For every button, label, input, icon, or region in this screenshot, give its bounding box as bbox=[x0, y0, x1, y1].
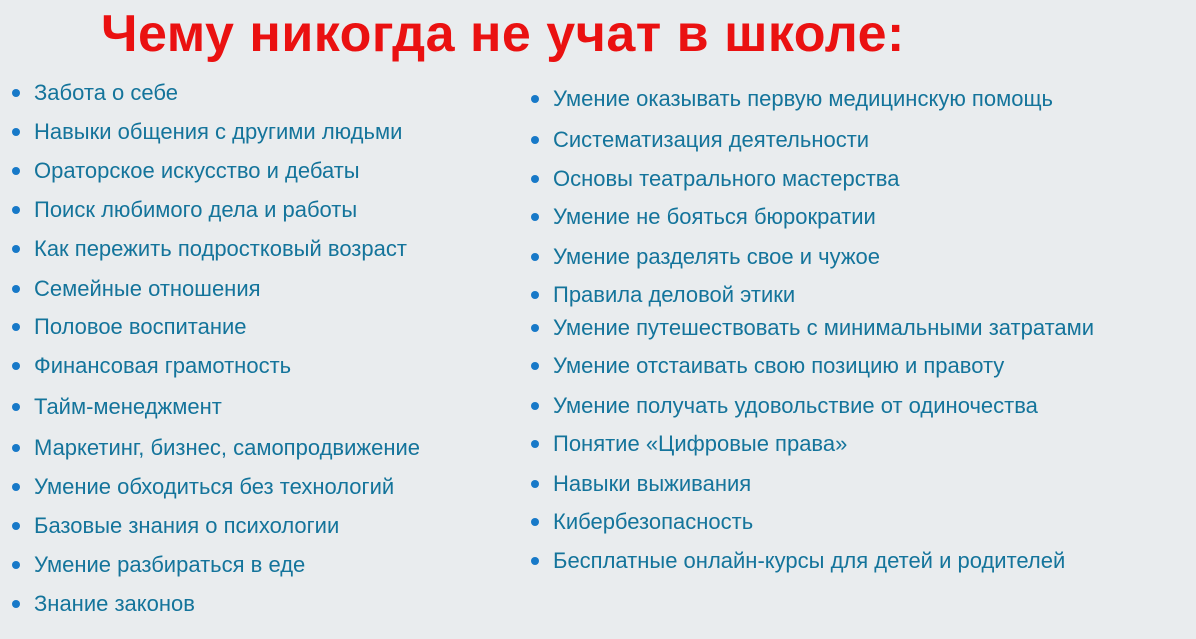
list-item-label: Умение получать удовольствие от одиночества bbox=[553, 393, 1038, 418]
list-item-label: Умение путешествовать с минимальными затратами bbox=[553, 315, 1095, 340]
list-item bbox=[531, 315, 1094, 341]
bullet-icon bbox=[531, 95, 539, 103]
list-item bbox=[531, 127, 869, 153]
list-item-label: Поиск любимого дела и работы bbox=[34, 197, 358, 222]
list-item-label: Как пережить подростковый возраст bbox=[34, 236, 407, 261]
list-item bbox=[12, 435, 420, 461]
list-item-label: Систематизация деятельности bbox=[553, 127, 870, 152]
bullet-icon bbox=[531, 253, 539, 261]
bullet-icon bbox=[12, 561, 20, 569]
list-item bbox=[531, 244, 880, 270]
bullet-icon bbox=[531, 175, 539, 183]
list-item-label: Навыки выживания bbox=[553, 471, 752, 496]
bullet-icon bbox=[12, 245, 20, 253]
list-item bbox=[531, 471, 751, 497]
bullet-icon bbox=[531, 557, 539, 565]
list-item bbox=[531, 431, 847, 457]
list-item bbox=[12, 158, 360, 184]
list-item-label: Базовые знания о психологии bbox=[34, 513, 340, 538]
bullet-icon bbox=[12, 323, 20, 331]
list-item-label: Умение разделять свое и чужое bbox=[553, 244, 881, 269]
list-item bbox=[12, 197, 357, 223]
bullet-icon bbox=[531, 362, 539, 370]
bullet-icon bbox=[531, 402, 539, 410]
list-item-label: Ораторское искусство и дебаты bbox=[34, 158, 360, 183]
list-item-label: Основы театрального мастерства bbox=[553, 166, 900, 191]
list-item-label: Семейные отношения bbox=[34, 276, 261, 301]
bullet-icon bbox=[12, 522, 20, 530]
bullet-icon bbox=[531, 324, 539, 332]
list-item bbox=[531, 282, 795, 308]
bullet-icon bbox=[12, 403, 20, 411]
list-item bbox=[531, 393, 1038, 419]
list-item bbox=[531, 204, 876, 230]
bullet-icon bbox=[531, 440, 539, 448]
list-item bbox=[12, 80, 178, 106]
list-item-label: Понятие «Цифровые права» bbox=[553, 431, 848, 456]
list-item-label: Кибербезопасность bbox=[553, 509, 754, 534]
bullet-icon bbox=[531, 518, 539, 526]
list-item bbox=[531, 509, 753, 535]
bullet-icon bbox=[12, 89, 20, 97]
list-item bbox=[12, 314, 247, 340]
bullet-icon bbox=[12, 167, 20, 175]
list-item-label: Правила деловой этики bbox=[553, 282, 796, 307]
bullet-icon bbox=[12, 444, 20, 452]
list-item-label: Бесплатные онлайн-курсы для детей и родителей bbox=[553, 548, 1066, 573]
list-item bbox=[12, 394, 222, 420]
list-item-label: Умение не бояться бюрократии bbox=[553, 204, 876, 229]
list-item-label: Забота о себе bbox=[34, 80, 178, 105]
list-item bbox=[12, 276, 261, 302]
list-item bbox=[531, 548, 1065, 574]
list-item-label: Умение разбираться в еде bbox=[34, 552, 306, 577]
list-item bbox=[12, 513, 339, 539]
list-item-label: Умение обходиться без технологий bbox=[34, 474, 395, 499]
list-item-label: Умение отстаивать свою позицию и правоту bbox=[553, 353, 1005, 378]
bullet-icon bbox=[531, 480, 539, 488]
bullet-icon bbox=[531, 213, 539, 221]
list-item-label: Тайм-менеджмент bbox=[34, 394, 222, 419]
bullet-icon bbox=[12, 483, 20, 491]
list-item-label: Навыки общения с другими людьми bbox=[34, 119, 403, 144]
list-item bbox=[12, 474, 394, 500]
list-item bbox=[12, 552, 305, 578]
list-item bbox=[531, 86, 1053, 112]
bullet-icon bbox=[12, 600, 20, 608]
list-item-label: Половое воспитание bbox=[34, 314, 247, 339]
bullet-icon bbox=[12, 128, 20, 136]
bullet-icon bbox=[12, 206, 20, 214]
bullet-icon bbox=[12, 285, 20, 293]
left-topic-list bbox=[12, 0, 532, 639]
right-topic-list bbox=[531, 0, 1191, 639]
list-item bbox=[12, 591, 195, 617]
list-item bbox=[531, 353, 1004, 379]
bullet-icon bbox=[531, 291, 539, 299]
list-item-label: Знание законов bbox=[34, 591, 195, 616]
list-item-label: Умение оказывать первую медицинскую помощь bbox=[553, 86, 1054, 111]
list-item bbox=[12, 353, 291, 379]
list-item bbox=[531, 166, 899, 192]
bullet-icon bbox=[531, 136, 539, 144]
list-item-label: Финансовая грамотность bbox=[34, 353, 292, 378]
list-item bbox=[12, 236, 407, 262]
bullet-icon bbox=[12, 362, 20, 370]
page-title: Чему никогда не учат в школе: bbox=[101, 5, 905, 63]
list-item-label: Маркетинг, бизнес, самопродвижение bbox=[34, 435, 421, 460]
list-item bbox=[12, 119, 402, 145]
